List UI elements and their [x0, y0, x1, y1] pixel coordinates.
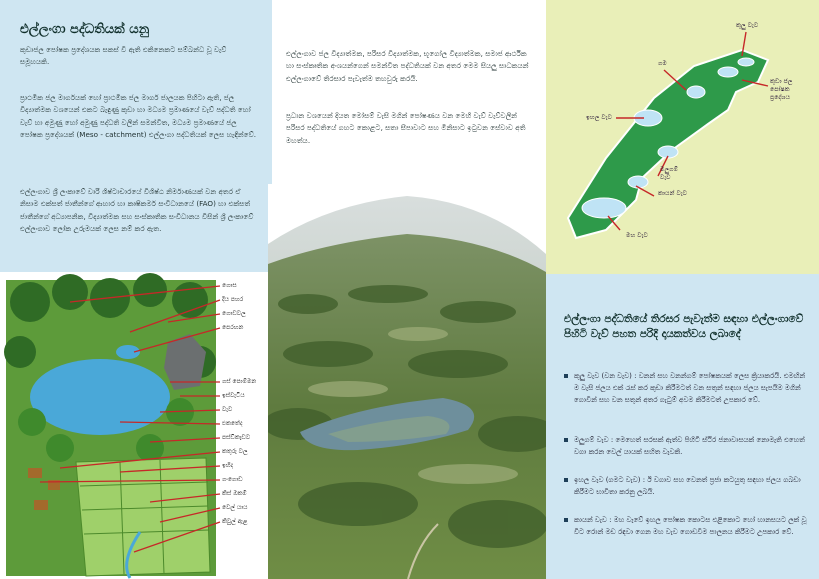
- bullet-ihala-wewa: [564, 474, 812, 498]
- map-label-6: මහ වැව: [626, 232, 648, 239]
- illus-label-7: එකතේද: [222, 420, 243, 427]
- bullet-icon: [564, 374, 568, 378]
- illus-label-6: වැව: [222, 406, 233, 413]
- aerial-photo: [268, 184, 546, 579]
- illus-label-3: පෙරහන: [222, 324, 244, 331]
- illus-label-5: ඉස්වැටිය: [222, 392, 245, 399]
- illus-label-12: කිස් ඔකම්: [222, 490, 247, 497]
- map-label-2: කුඩා ජල පෝෂක ප්‍රදේශය: [770, 78, 793, 101]
- intro-panel: [0, 0, 272, 272]
- illus-label-13: වෙල් යාය: [222, 504, 248, 511]
- intro-paragraph-2: ප්‍රාථමික ජල මාර්ගයක් හෝ ප්‍රාථමික ජල මාර්ග ජාලයක පිහිටා ඇති, ජල විද්‍යාත්මක වශයෙන් එකට බැඳුණු කුඩා හා මධ්‍යම ප්‍රමාණයේ වැව් පද්ධති හෝ වැව් හා අමුණු හෝ අමුණු පද්ධති වලින් සමන්විත, මධ්‍යම ප්‍රමාණයේ ජල පෝෂක ප්‍රදේශයක් (Meso - catchment) එල්ලංගා පද්ධතියක් ලෙස හැඳින්වේ.: [20, 93, 257, 140]
- illus-label-4: ගස් පොම්මන: [222, 378, 257, 385]
- bullet-malugam-wewa: [564, 434, 812, 458]
- bullet-kulu-wewa: [564, 370, 812, 406]
- tank-ecosystem-illustration: [0, 272, 268, 579]
- bullet-icon: [564, 438, 568, 442]
- intro-title: එල්ලංගා පද්ධතියක් යනු: [20, 22, 150, 37]
- illus-label-11: ගංගොඩ: [222, 476, 243, 483]
- map-label-3: ඉහල වැව: [586, 114, 613, 121]
- illus-label-9: කතුරු වල: [222, 448, 248, 455]
- illus-label-8: පස්ඩිකෑඩව: [222, 434, 251, 441]
- bullet-icon: [564, 478, 568, 482]
- map-label-1: ගම: [658, 60, 667, 67]
- intro-paragraph-1: කුඩාජල පෝෂක ප්‍රදේශයක සකස් වී ඇති එකිනෙකට සම්බන්ධ වූ වැව් සමූහයකි.: [20, 45, 227, 67]
- middle-paragraph-1: එල්ලංගාව ජල විද්‍යාත්මක, පරිසර විද්‍යාත්මක, භූගෝල විද්‍යාත්මක, සමාජ ආර්ථික හා සංස්කෘතික අංශයන්ගෙන් සමන්විත පද්ධතියක් වන අතර මෙම සියලු සාධකයන් එල්ලංගාවේ තිරසාර පැවැත්ම තහවුරු කරයි.: [286, 49, 529, 83]
- bullet-text: ඉහල වැව (ගමට වැව) : ඊ වගාව සහ වෙනත් ප්‍රජා කටයුතු සඳහා ජලය ගබඩා කිරීමට භාවිතා කරනු ලබයි.: [574, 476, 801, 496]
- bullet-icon: [564, 518, 568, 522]
- sustainability-panel: [546, 274, 819, 579]
- bullet-kayan-wewa: [564, 514, 812, 538]
- illus-label-10: ඉහිද: [222, 462, 234, 469]
- map-label-0: කුලු වැව: [736, 22, 759, 29]
- illus-label-2: ගොඩවල: [222, 310, 246, 317]
- map-label-4: මලුගම් වැව: [660, 166, 679, 181]
- bullet-text: කුලු වැව (වන වැව) : වනන් සහ වනන්ගම් පෝෂකයක් ලෙස ක්‍රියාකරයි. එමඟින් ම වැසි ජලය එක් රැස් කර කුඩා කිරීමටත් වන සතුන් සඳහා ජලය සැපයීම මගින් ගොවීන් සහ වන සතුන් අතර ගැටුම් අවම කිරීමටත් උපකාර වේ.: [574, 372, 806, 404]
- sustainability-title: එල්ලංගා පද්ධතියේ තිරසර පැවැත්ම සඳහා එල්ලංගාවේ පිහිටි වැව් පහත පරිදි දායකත්වය ලබාදේ: [564, 313, 804, 340]
- illus-label-14: කිවුල් ඇළ: [222, 518, 248, 525]
- cascade-map-panel: [546, 0, 819, 274]
- bullet-text: මලුගම් වැව : මෙහෙත් සරසක් ඇත්ව පිහිටි ස්ථිර ජනාවාසයක් නොමැති එහෙත් වගා කරන වෙල් යායක් සහිත වැවකි.: [574, 436, 805, 456]
- bullet-text: කායන් වැව : මහ වැවේ ඉහල පෝෂක කොටස එළිකොට හෝ හානසයට ලක් වූ විට රොන් මඩ රඳවා ගෙන මහ වැව ගොඩවීම පාලනය කිරීමට උපකාර වේ.: [574, 516, 807, 536]
- map-label-5: කායන් වැව: [658, 190, 688, 197]
- intro-paragraph-3: එල්ලංගාව ශ්‍රී ලංකාවේ වාරි ශිෂ්ටාචාරයේ විශිෂ්ඨ නිර්මාණයක් වන අතර ඒ නිසාම එක්සත් ජාතීන්ගේ ආහාර හා කෘෂිකර්ම සංවිධානයේ (FAO) හා එක්සත් ජාතීන්ගේ අධ්‍යාපනික, විද්‍යාත්මක සහ සංස්කෘතික සංවිධානය විසින් ශ්‍රී ලංකාවේ එල්ලංගාව ලෝක උරුමයක් ලෙස නම් කර ඇත.: [20, 187, 254, 234]
- illus-label-1: දිය පහර: [222, 296, 244, 303]
- illus-label-0: ගොස: [222, 282, 237, 289]
- middle-paragraph-2: ප්‍රධාන වශයෙන් දියත මෝසම් වැසි මගින් පෝෂණය වන මෙහි වැව් වැව්වලින් පරිසර පද්ධතියේ ගහට කොළට, සතා සීපාවාට සහ මිනිසාට ඉටුවන සේවාව අති මහත්ය.: [286, 111, 526, 145]
